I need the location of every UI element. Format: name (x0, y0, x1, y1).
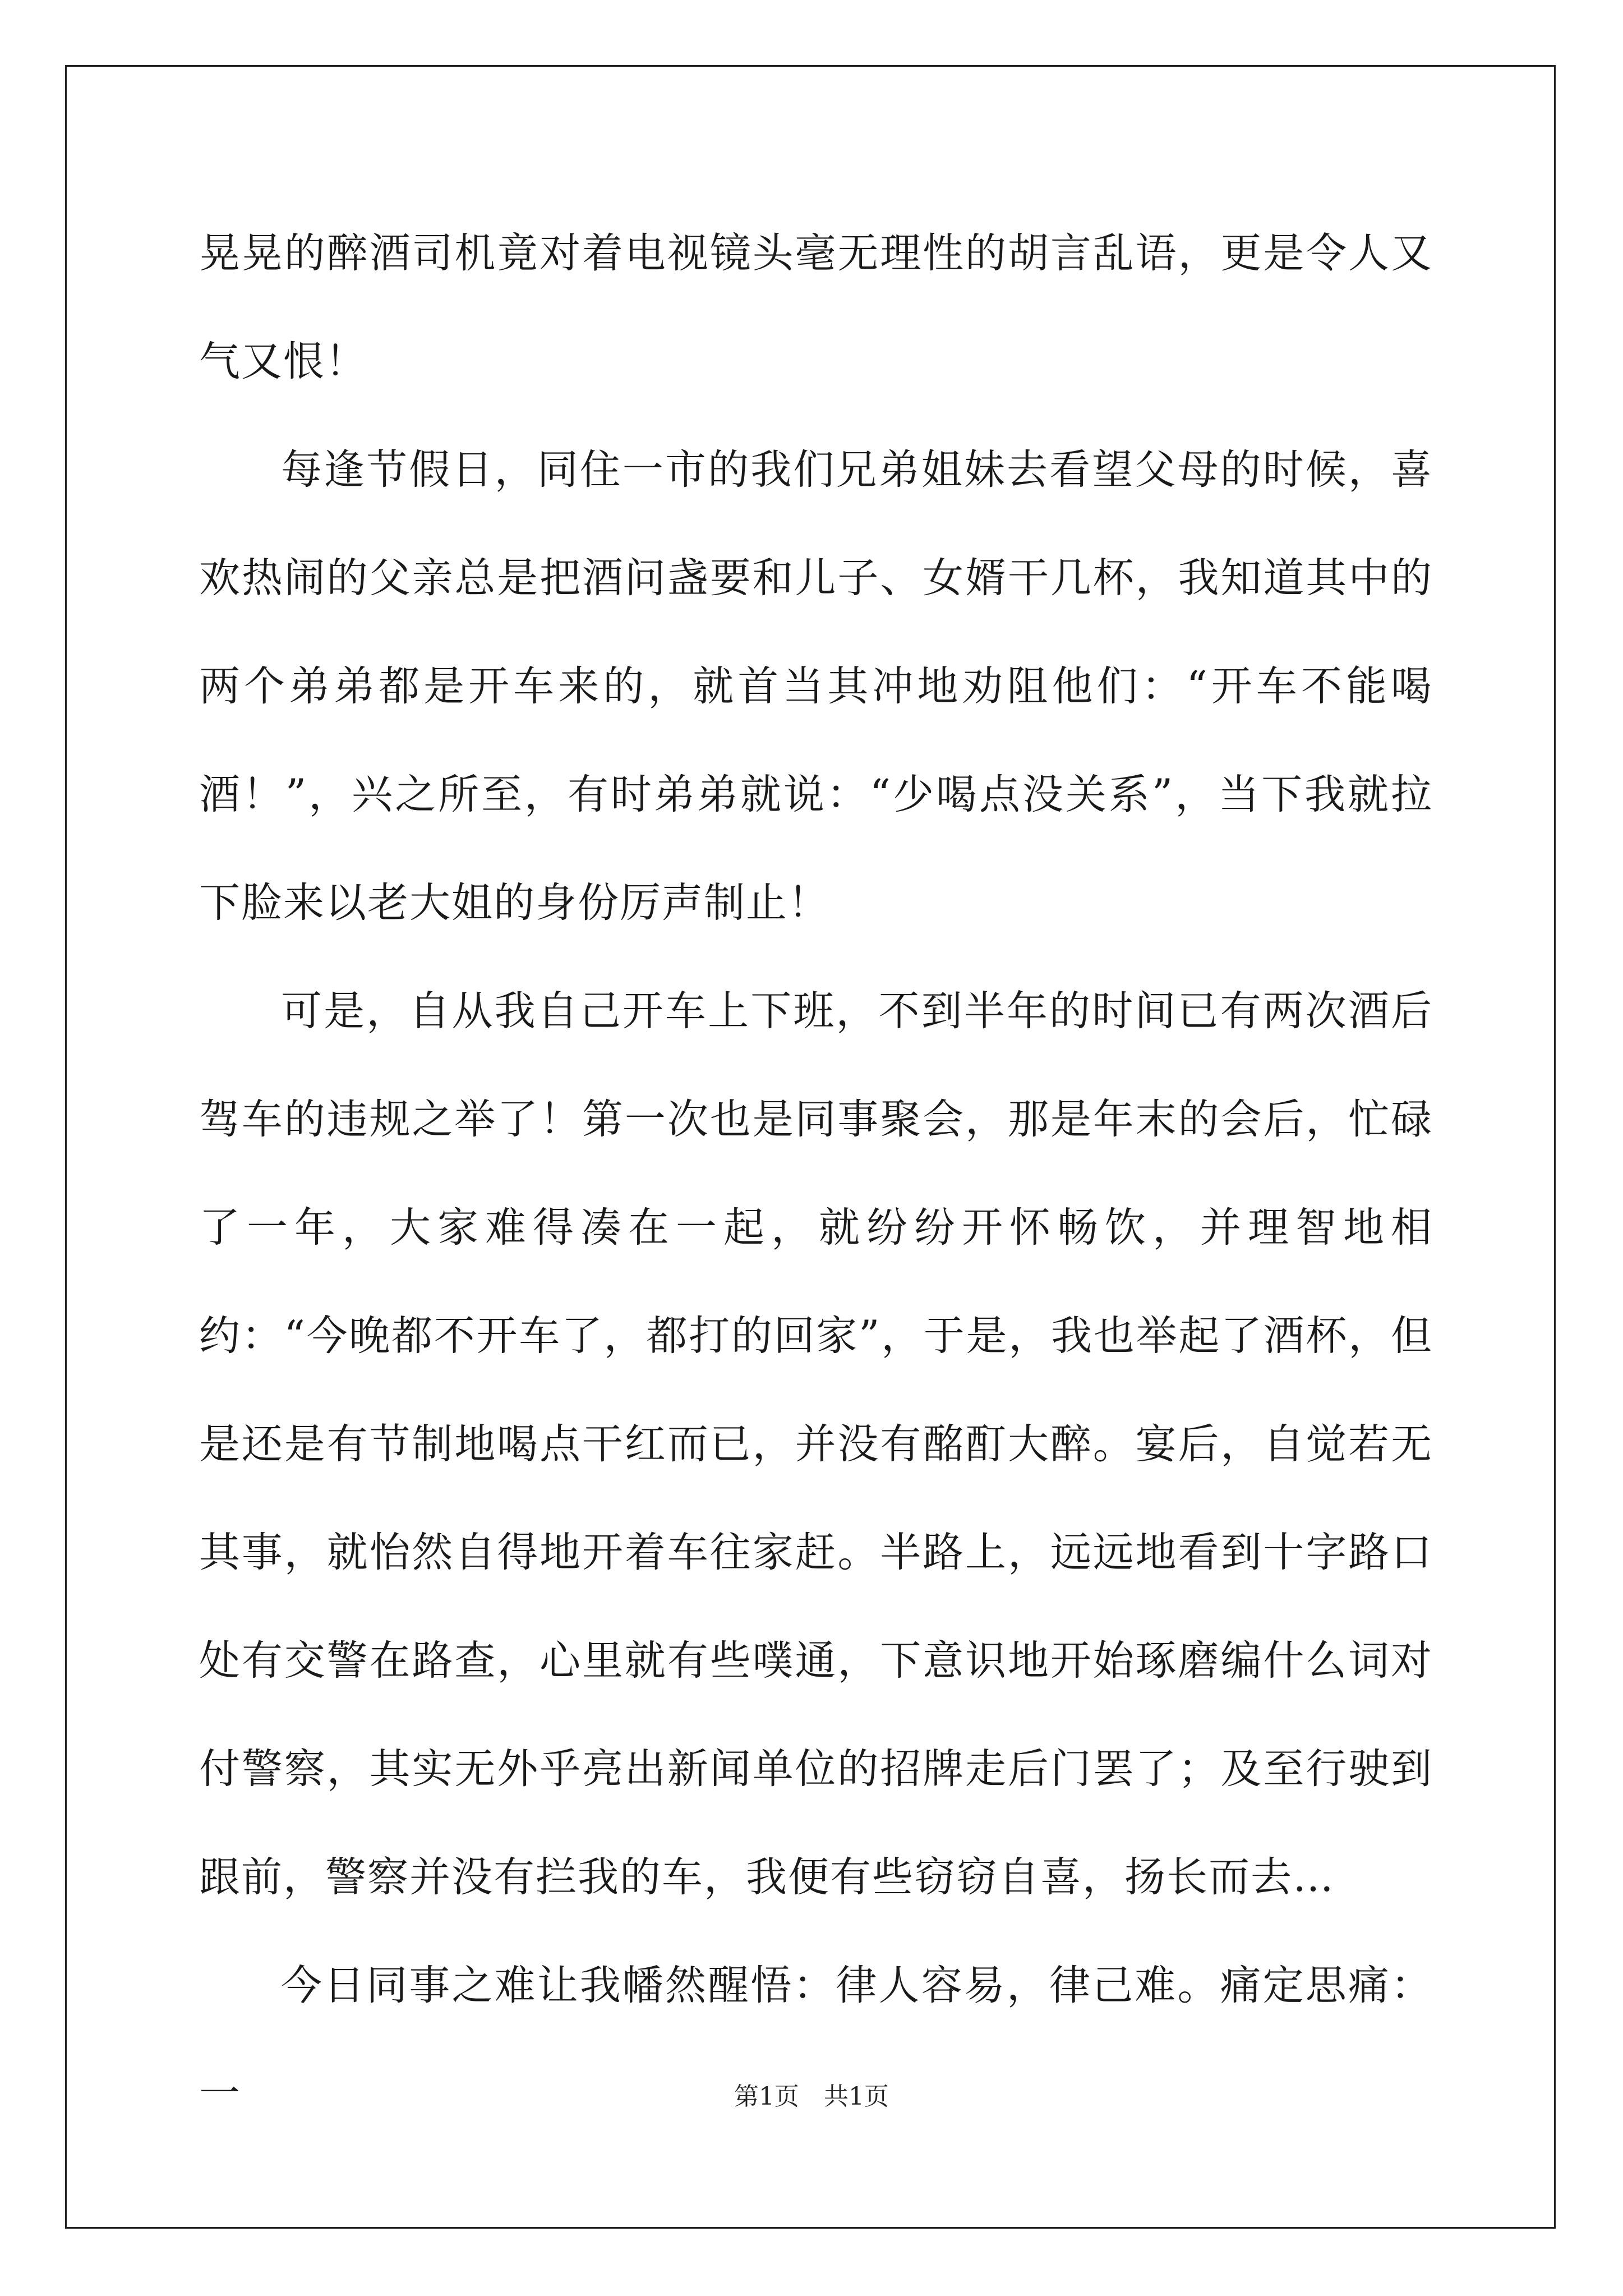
paragraph-continuation: 晃晃的醉酒司机竟对着电视镜头毫无理性的胡言乱语，更是令人又气又恨！ (199, 229, 1433, 385)
page-number-footer: 第1页 共1页 (734, 2082, 889, 2111)
document-body (199, 199, 1433, 2148)
paragraph: 今日同事之难让我幡然醒悟：律人容易，律己难。痛定思痛：一 (199, 1962, 1433, 2118)
paragraph: 每逢节假日，同住一市的我们兄弟姐妹去看望父母的时候，喜欢热闹的父亲总是把酒问盏要和儿子、女婿干几杯，我知道其中的两个弟弟都是开车来的，就首当其冲地劝阻他们：“开车不能喝酒！”，兴之所至，有时弟弟就说：“少喝点没关系”，当下我就拉下脸来以老大姐的身份厉声制止！ (199, 446, 1433, 927)
paragraph: 可是，自从我自己开车上下班，不到半年的时间已有两次酒后驾车的违规之举了！第一次也是同事聚会，那是年末的会后，忙碌了一年，大家难得凑在一起，就纷纷开怀畅饮，并理智地相约：“今晚都不开车了，都打的回家”，于是，我也举起了酒杯，但是还是有节制地喝点干红而已，并没有酩酊大醉。宴后，自觉若无其事，就怡然自得地开着车往家赶。半路上，远远地看到十字路口处有交警在路查，心里就有些噗通，下意识地开始琢磨编什么词对付警察，其实无外乎亮出新闻单位的招牌走后门罢了；及至行驶到跟前，警察并没有拦我的车，我便有些窃窃自喜，扬长而去… (199, 987, 1433, 1901)
